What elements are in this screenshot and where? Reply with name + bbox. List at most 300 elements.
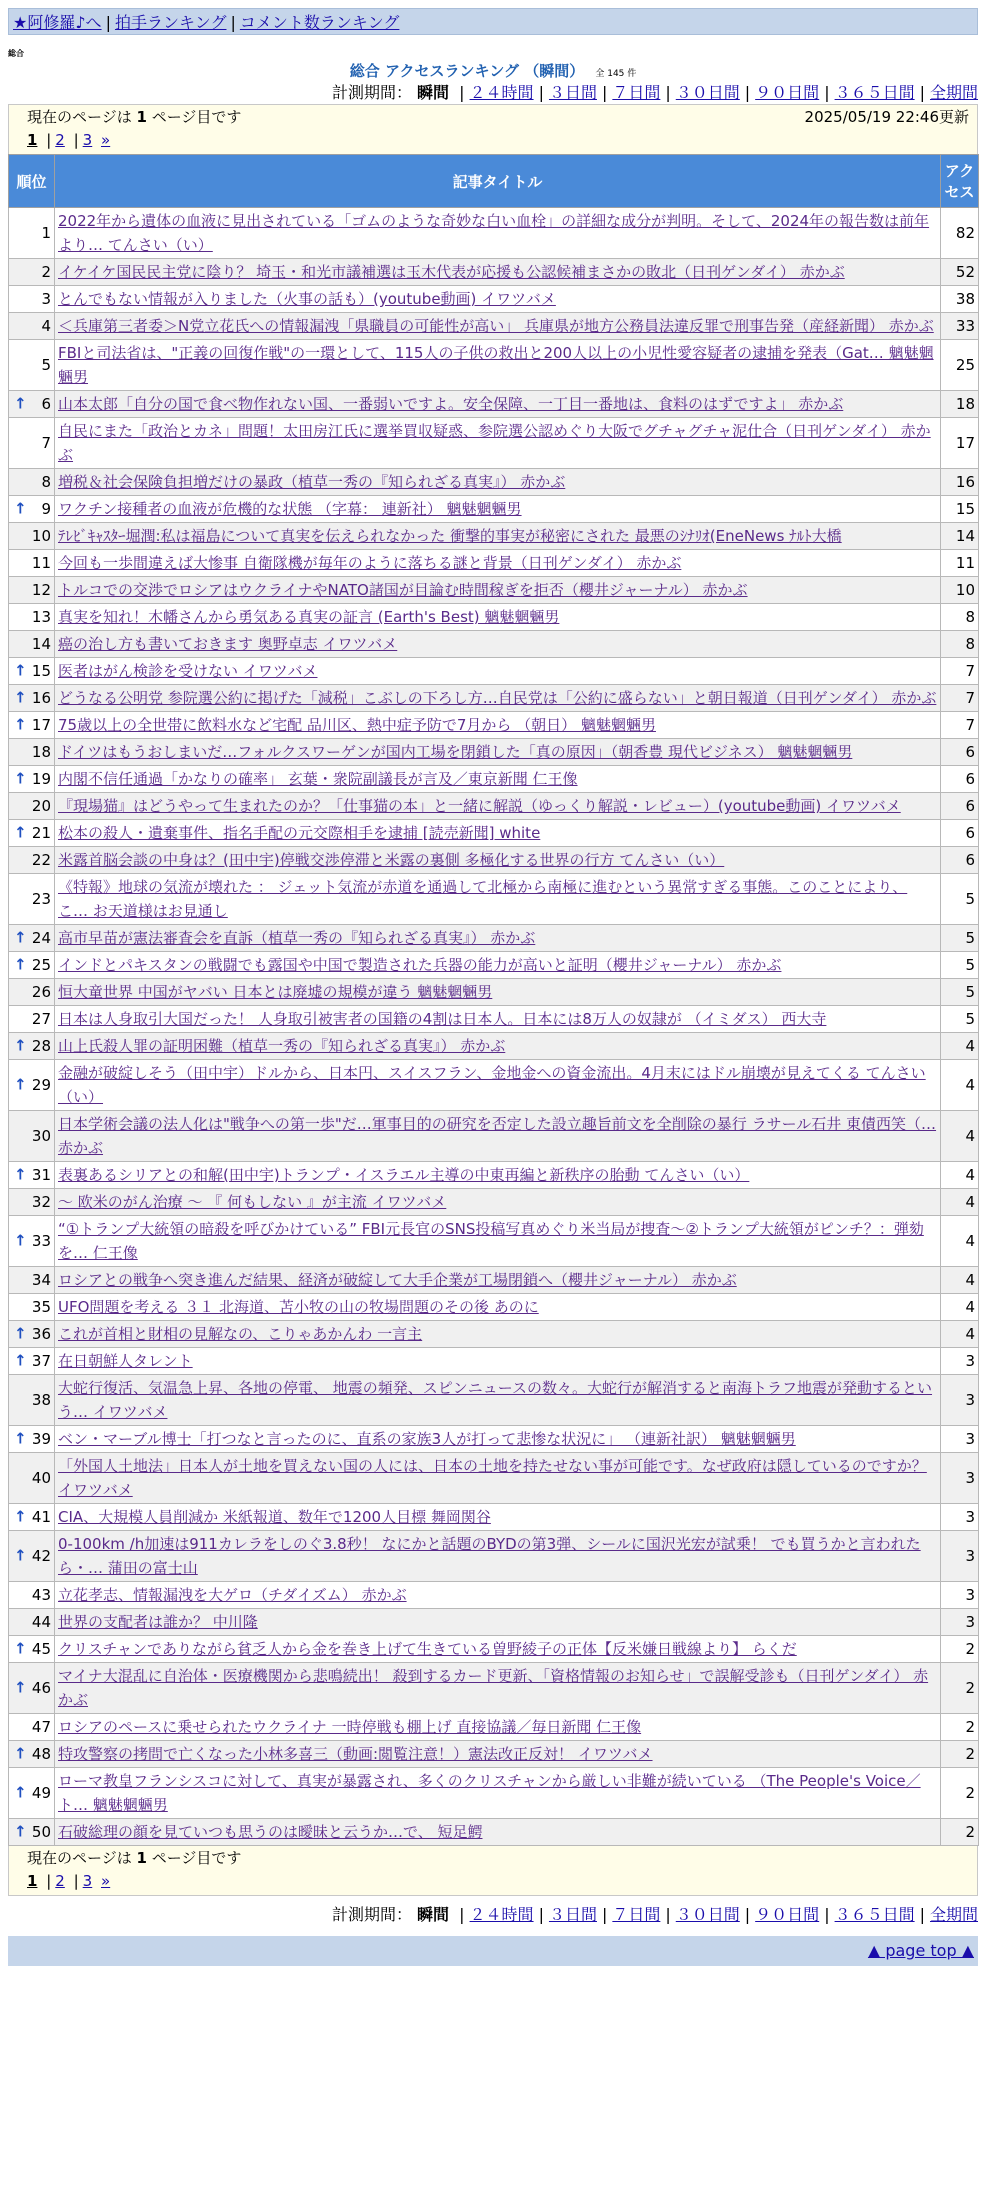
access-count: 7 <box>941 712 979 739</box>
article-link[interactable]: インドとパキスタンの戦闘でも露国や中国で製造された兵器の能力が高いと証明（櫻井ジャーナル） 赤かぶ <box>58 956 782 974</box>
article-link[interactable]: 日本は人身取引大国だった！ 人身取引被害者の国籍の4割は日本人。日本には8万人の奴隷が （イミダス） 西大寺 <box>58 1010 827 1028</box>
period-link[interactable]: ９０日間 <box>755 83 820 102</box>
title-cell <box>55 874 941 925</box>
rank-number: 2 <box>41 263 51 281</box>
article-link[interactable]: ＜兵庫第三者委＞N党立花氏への情報漏洩「県職員の可能性が高い」 兵庫県が地方公務員法違反罪で刑事告発（産経新聞） 赤かぶ <box>58 317 934 335</box>
updated-timestamp: 2025/05/19 22:46更新 <box>804 108 969 126</box>
article-link[interactable]: 《特報》地球の気流が壊れた ： ジェット気流が赤道を通過して北極から南極に進むという異常すぎる事態。このことにより、こ… お天道様はお見通し <box>58 878 908 920</box>
article-link[interactable]: “①トランプ大統領の暗殺を呼びかけている” FBI元長官のSNS投稿写真めぐり米当局が捜査～②トランプ大統領がピンチ？：弾劾を… 仁王像 <box>58 1220 924 1262</box>
rank-up-arrow-icon: ↑ <box>14 1351 27 1370</box>
access-count: 4 <box>941 1162 979 1189</box>
title-cell <box>55 631 941 658</box>
title-cell <box>55 1267 941 1294</box>
rank-cell <box>9 925 55 952</box>
access-count: 4 <box>941 1060 979 1111</box>
table-row <box>9 1714 979 1741</box>
title-cell <box>55 1768 941 1819</box>
title-cell <box>55 1189 941 1216</box>
rank-cell <box>9 1453 55 1504</box>
page-link-2[interactable]: 2 <box>55 131 65 149</box>
access-count: 5 <box>941 979 979 1006</box>
rank-cell <box>9 766 55 793</box>
period-link[interactable]: ２４時間 <box>469 1905 534 1924</box>
table-row <box>9 1453 979 1504</box>
title-cell <box>55 1582 941 1609</box>
table-row <box>9 286 979 313</box>
rank-number: 45 <box>31 1640 51 1658</box>
access-count: 3 <box>941 1426 979 1453</box>
rank-up-arrow-icon: ↑ <box>14 1639 27 1658</box>
access-count: 4 <box>941 1294 979 1321</box>
rank-cell <box>9 979 55 1006</box>
access-count: 4 <box>941 1033 979 1060</box>
table-row <box>9 1819 979 1846</box>
table-row <box>9 1531 979 1582</box>
table-row <box>9 847 979 874</box>
table-row <box>9 979 979 1006</box>
rank-number: 28 <box>31 1037 51 1055</box>
table-row <box>9 658 979 685</box>
article-link[interactable]: 「外国人土地法」日本人が土地を買えない国の人には、日本の土地を持たせない事が可能です。なぜ政府は隠しているのですか？ イワツバメ <box>58 1457 927 1499</box>
rank-cell <box>9 391 55 418</box>
access-count: 7 <box>941 658 979 685</box>
period-link[interactable]: ３０日間 <box>675 83 740 102</box>
article-link[interactable]: FBIと司法省は、"正義の回復作戦"の一環として、115人の子供の救出と200人以上の小児性愛容疑者の逮捕を発表（Gat… 魑魅魍魎男 <box>58 344 934 386</box>
title-row <box>8 60 978 82</box>
rank-cell <box>9 631 55 658</box>
table-row <box>9 952 979 979</box>
article-link[interactable]: 75歳以上の全世帯に飲料水など宅配 品川区、熱中症予防で7月から （朝日） 魑魅魍魎男 <box>58 716 656 734</box>
access-count: 2 <box>941 1741 979 1768</box>
page-link-3[interactable]: 3 <box>82 1872 93 1890</box>
comment-ranking-link[interactable]: コメント数ランキング <box>239 13 400 32</box>
access-count: 4 <box>941 1216 979 1267</box>
rank-number: 15 <box>31 662 51 680</box>
rank-cell <box>9 523 55 550</box>
table-row <box>9 766 979 793</box>
article-link[interactable]: 自民にまた「政治とカネ」問題！太田房江氏に選挙買収疑惑、参院選公認めぐり大阪でグチャグチャ泥仕合（日刊ゲンダイ） 赤かぶ <box>58 422 931 464</box>
access-count: 11 <box>941 550 979 577</box>
table-row <box>9 1060 979 1111</box>
access-count: 3 <box>941 1609 979 1636</box>
period-link[interactable]: ２４時間 <box>469 83 534 102</box>
table-row <box>9 340 979 391</box>
table-row <box>9 1162 979 1189</box>
article-link[interactable]: 2022年から遺体の血液に見出されている「ゴムのような奇妙な白い血栓」の詳細な成分が判明。そして、2024年の報告数は前年より… てんさい（い） <box>58 212 930 254</box>
title-cell <box>55 1453 941 1504</box>
table-row <box>9 874 979 925</box>
title-cell <box>55 469 941 496</box>
period-links: | ２４時間 | ３日間 | ７日間 | ３０日間 | ９０日間 | ３６５日間 | 全期間 <box>459 1905 978 1924</box>
pager-top <box>8 104 978 154</box>
article-link[interactable]: マイナ大混乱に自治体・医療機関から悲鳴続出！ 殺到するカード更新、「資格情報のお知らせ」で誤解受診も（日刊ゲンダイ） 赤かぶ <box>58 1667 929 1709</box>
rank-cell <box>9 1741 55 1768</box>
article-link[interactable]: UFO問題を考える ３１ 北海道、苫小牧の山の牧場問題のその後 あのに <box>58 1298 539 1316</box>
title-cell <box>55 658 941 685</box>
article-link[interactable]: 真実を知れ！木幡さんから勇気ある真実の証言 (Earth's Best) 魑魅魍魎男 <box>58 608 560 626</box>
period-link[interactable]: 全期間 <box>929 83 978 102</box>
article-link[interactable]: 山上氏殺人罪の証明困難（植草一秀の『知られざる真実』） 赤かぶ <box>58 1037 506 1055</box>
access-count: 3 <box>941 1453 979 1504</box>
article-link[interactable]: 特攻警察の拷問で亡くなった小林多喜三（動画:閲覧注意！）憲法改正反対！ イワツバメ <box>58 1745 653 1763</box>
table-row <box>9 1321 979 1348</box>
rank-number: 22 <box>31 851 51 869</box>
rank-number: 4 <box>41 317 51 335</box>
table-row <box>9 1636 979 1663</box>
page-next-link[interactable]: » <box>101 131 111 149</box>
article-link[interactable]: 医者はがん検診を受けない イワツバメ <box>58 662 318 680</box>
rank-number: 32 <box>31 1193 51 1211</box>
title-cell <box>55 1294 941 1321</box>
rank-number: 38 <box>31 1391 51 1409</box>
rank-number: 25 <box>31 956 51 974</box>
page-links-bottom: 1 | 2 | 3 » <box>27 1872 111 1890</box>
article-link[interactable]: 大蛇行復活、気温急上昇、各地の停電、 地震の頻発、スピンニュースの数々。大蛇行が解消すると南海トラフ地震が発動するという… イワツバメ <box>58 1379 933 1421</box>
title-cell <box>55 1033 941 1060</box>
table-row <box>9 1609 979 1636</box>
article-link[interactable]: 金融が破綻しそう（田中宇）ドルから、日本円、スイスフラン、金地金への資金流出。4月末にはドル崩壊が見えてくる てんさい（い） <box>58 1064 926 1106</box>
table-row <box>9 550 979 577</box>
article-link[interactable]: 立花孝志、情報漏洩を大ゲロ（チダイズム） 赤かぶ <box>58 1586 407 1604</box>
access-count: 2 <box>941 1636 979 1663</box>
rank-cell <box>9 469 55 496</box>
access-header: アクセス <box>941 155 979 208</box>
rank-number: 44 <box>31 1613 51 1631</box>
access-count: 16 <box>941 469 979 496</box>
title-cell <box>55 1504 941 1531</box>
rank-number: 11 <box>31 554 51 572</box>
title-cell <box>55 820 941 847</box>
page-top-link[interactable]: ▲ page top ▲ <box>867 1941 974 1960</box>
rank-up-arrow-icon: ↑ <box>14 1783 27 1802</box>
table-row <box>9 577 979 604</box>
home-link[interactable]: ★阿修羅♪へ <box>13 13 102 32</box>
rank-up-arrow-icon: ↑ <box>14 1075 27 1094</box>
article-link[interactable]: CIA、大規模人員削減か 米紙報道、数年で1200人目標 舞岡関谷 <box>58 1508 491 1526</box>
rank-up-arrow-icon: ↑ <box>14 928 27 947</box>
title-cell <box>55 550 941 577</box>
article-link[interactable]: 『現場猫』はどうやって生まれたのか？「仕事猫の本」と一緒に解説（ゆっくり解説・レビュー）(youtube動画) イワツバメ <box>58 797 901 815</box>
access-count: 33 <box>941 313 979 340</box>
table-row <box>9 1294 979 1321</box>
access-count: 18 <box>941 391 979 418</box>
rank-up-arrow-icon: ↑ <box>14 715 27 734</box>
footer-bar <box>8 1936 978 1966</box>
rank-cell <box>9 1006 55 1033</box>
period-link[interactable]: ３日間 <box>548 83 597 102</box>
title-cell <box>55 1636 941 1663</box>
table-row <box>9 1033 979 1060</box>
table-row <box>9 1768 979 1819</box>
table-row <box>9 496 979 523</box>
rank-cell <box>9 1582 55 1609</box>
title-cell <box>55 793 941 820</box>
rank-cell <box>9 1819 55 1846</box>
page-title: 総合 アクセスランキング （瞬間） <box>349 62 585 80</box>
rank-number: 21 <box>31 824 51 842</box>
title-cell <box>55 418 941 469</box>
rank-cell <box>9 1321 55 1348</box>
access-count: 4 <box>941 1267 979 1294</box>
rank-number: 39 <box>31 1430 51 1448</box>
rank-number: 31 <box>31 1166 51 1184</box>
rank-cell <box>9 820 55 847</box>
period-link[interactable]: ７日間 <box>612 1905 661 1924</box>
rank-number: 10 <box>31 527 51 545</box>
article-link[interactable]: 高市早苗が憲法審査会を直訴（植草一秀の『知られざる真実』） 赤かぶ <box>58 929 536 947</box>
access-count: 5 <box>941 925 979 952</box>
table-row <box>9 1348 979 1375</box>
rank-cell <box>9 1294 55 1321</box>
article-link[interactable]: 山本太郎「自分の国で食べ物作れない国、一番弱いですよ。安全保障、一丁目一番地は、食料のはずですよ」 赤かぶ <box>58 395 844 413</box>
rank-up-arrow-icon: ↑ <box>14 1822 27 1841</box>
pager-bottom <box>8 1846 978 1896</box>
article-link[interactable]: 日本学術会議の法人化は"戦争への第一歩"だ…軍事目的の研究を否定した設立趣旨前文を全削除の暴行 ラサール石井 東債西笑（… 赤かぶ <box>58 1115 937 1157</box>
table-row <box>9 259 979 286</box>
access-count: 6 <box>941 739 979 766</box>
table-row <box>9 391 979 418</box>
page-current: 1 <box>27 1872 38 1890</box>
period-label: 計測期間： <box>331 83 412 102</box>
title-cell <box>55 1741 941 1768</box>
rank-cell <box>9 1636 55 1663</box>
rank-number: 30 <box>31 1127 51 1145</box>
rank-up-arrow-icon: ↑ <box>14 1429 27 1448</box>
rank-number: 24 <box>31 929 51 947</box>
rank-cell <box>9 1060 55 1111</box>
rank-cell <box>9 1267 55 1294</box>
period-selector-top <box>8 82 978 104</box>
title-cell <box>55 1216 941 1267</box>
title-cell <box>55 496 941 523</box>
article-link[interactable]: 癌の治し方も書いておきます 奥野卓志 イワツバメ <box>58 635 398 653</box>
rank-cell <box>9 550 55 577</box>
title-cell <box>55 766 941 793</box>
ranking-body <box>9 208 979 1846</box>
rank-number: 42 <box>31 1547 51 1565</box>
period-link[interactable]: 全期間 <box>929 1905 978 1924</box>
access-count: 7 <box>941 685 979 712</box>
article-link[interactable]: 世界の支配者は誰か？ 中川隆 <box>58 1613 258 1631</box>
rank-number: 3 <box>41 290 51 308</box>
rank-up-arrow-icon: ↑ <box>14 823 27 842</box>
access-count: 3 <box>941 1582 979 1609</box>
rank-up-arrow-icon: ↑ <box>14 1744 27 1763</box>
rank-up-arrow-icon: ↑ <box>14 1036 27 1055</box>
article-link[interactable]: とんでもない情報が入りました（火事の話も）(youtube動画) イワツバメ <box>58 290 556 308</box>
rank-cell <box>9 340 55 391</box>
access-count: 6 <box>941 793 979 820</box>
article-link[interactable]: 0-100km /h加速は911カレラをしのぐ3.8秒！ なにかと話題のBYDの第3弾、シールに国沢光宏が試乗！ でも買うかと言われたら・… 蒲田の富士山 <box>58 1535 921 1577</box>
period-selector-bottom <box>8 1904 978 1926</box>
table-row <box>9 1267 979 1294</box>
rank-number: 35 <box>31 1298 51 1316</box>
rank-cell <box>9 1033 55 1060</box>
table-row <box>9 1006 979 1033</box>
clap-ranking-link[interactable]: 拍手ランキング <box>114 13 227 32</box>
title-cell <box>55 979 941 1006</box>
article-link[interactable]: 増税＆社会保険負担増だけの暴政（植草一秀の『知られざる真実』） 赤かぶ <box>58 473 566 491</box>
title-cell <box>55 1663 941 1714</box>
page-current: 1 <box>27 131 38 149</box>
article-link[interactable]: ワクチン接種者の血液が危機的な状態 （字幕： 連新社） 魑魅魍魎男 <box>58 500 522 518</box>
table-row <box>9 1426 979 1453</box>
rank-cell <box>9 1531 55 1582</box>
rank-up-arrow-icon: ↑ <box>14 1507 27 1526</box>
period-link[interactable]: ９０日間 <box>755 1905 820 1924</box>
rank-up-arrow-icon: ↑ <box>14 1678 27 1697</box>
rank-up-arrow-icon: ↑ <box>14 1546 27 1565</box>
rank-cell <box>9 1663 55 1714</box>
article-link[interactable]: 在日朝鮮人タレント <box>58 1352 193 1370</box>
article-link[interactable]: ベン・マーブル博士「打つなと言ったのに、直系の家族3人が打って悲惨な状況に」 （連新社訳） 魑魅魍魎男 <box>58 1430 796 1448</box>
rank-cell <box>9 313 55 340</box>
article-link[interactable]: 内閣不信任通過「かなりの確率」 玄葉・衆院副議長が言及／東京新聞 仁王像 <box>58 770 578 788</box>
access-count: 3 <box>941 1531 979 1582</box>
rank-cell <box>9 658 55 685</box>
rank-cell <box>9 1504 55 1531</box>
access-count: 2 <box>941 1768 979 1819</box>
table-row <box>9 1741 979 1768</box>
access-count: 8 <box>941 604 979 631</box>
access-count: 4 <box>941 1111 979 1162</box>
title-cell <box>55 685 941 712</box>
period-link[interactable]: ３６５日間 <box>834 83 915 102</box>
rank-cell <box>9 604 55 631</box>
article-link[interactable]: 表裏あるシリアとの和解(田中宇)トランプ・イスラエル主導の中東再編と新秩序の胎動 てんさい（い） <box>58 1166 750 1184</box>
title-cell <box>55 1426 941 1453</box>
article-link[interactable]: 石破総理の顔を見ていつも思うのは曖昧と云うか…で、 短足鰐 <box>58 1823 483 1841</box>
title-cell <box>55 1375 941 1426</box>
article-link[interactable]: 恒大童世界 中国がヤバい 日本とは廃墟の規模が違う 魑魅魍魎男 <box>58 983 493 1001</box>
title-cell <box>55 1609 941 1636</box>
access-count: 3 <box>941 1348 979 1375</box>
article-link[interactable]: ロシアのペースに乗せられたウクライナ 一時停戦も棚上げ 直接協議／毎日新聞 仁王像 <box>58 1718 642 1736</box>
rank-number: 26 <box>31 983 51 1001</box>
access-count: 5 <box>941 952 979 979</box>
access-count: 6 <box>941 847 979 874</box>
rank-number: 27 <box>31 1010 51 1028</box>
article-link[interactable]: これが首相と財相の見解なの、こりゃあかんわ 一言主 <box>58 1325 423 1343</box>
table-row <box>9 418 979 469</box>
article-link[interactable]: 米露首脳会談の中身は？(田中宇)停戦交渉停滞と米露の裏側 多極化する世界の行方 てんさい（い） <box>58 851 725 869</box>
rank-cell <box>9 259 55 286</box>
article-link[interactable]: ローマ教皇フランシスコに対して、真実が暴露され、多くのクリスチャンから厳しい非難が続いている （The People's Voice／ト… 魑魅魍魎男 <box>58 1772 921 1814</box>
article-link[interactable]: ドイツはもうおしまいだ…フォルクスワーゲンが国内工場を閉鎖した「真の原因」（朝香豊 現代ビジネス） 魑魅魍魎男 <box>58 743 853 761</box>
page-link-3[interactable]: 3 <box>82 131 93 149</box>
title-cell <box>55 259 941 286</box>
rank-up-arrow-icon: ↑ <box>14 661 27 680</box>
rank-number: 13 <box>31 608 51 626</box>
rank-cell <box>9 685 55 712</box>
title-cell <box>55 712 941 739</box>
article-link[interactable]: 松本の殺人・遺棄事件、指名手配の元交際相手を逮捕 [読売新聞] white <box>58 824 541 842</box>
access-count: 82 <box>941 208 979 259</box>
access-count: 15 <box>941 496 979 523</box>
rank-number: 20 <box>31 797 51 815</box>
access-count: 2 <box>941 1663 979 1714</box>
title-cell <box>55 952 941 979</box>
title-cell <box>55 1531 941 1582</box>
rank-cell <box>9 712 55 739</box>
table-row <box>9 793 979 820</box>
access-count: 17 <box>941 418 979 469</box>
rank-number: 16 <box>31 689 51 707</box>
period-link[interactable]: ３０日間 <box>675 1905 740 1924</box>
access-count: 4 <box>941 1189 979 1216</box>
article-link[interactable]: トルコでの交渉でロシアはウクライナやNATO諸国が目論む時間稼ぎを拒否（櫻井ジャーナル） 赤かぶ <box>58 581 748 599</box>
article-link[interactable]: ロシアとの戦争へ突き進んだ結果、経済が破綻して大手企業が工場閉鎖へ（櫻井ジャーナル） 赤かぶ <box>58 1271 737 1289</box>
top-nav-bar: ★阿修羅♪へ | 拍手ランキング | コメント数ランキング <box>8 8 978 35</box>
rank-number: 8 <box>41 473 51 491</box>
table-row <box>9 313 979 340</box>
rank-number: 9 <box>41 500 51 518</box>
period-label: 計測期間： <box>331 1905 412 1924</box>
article-link[interactable]: イケイケ国民民主党に陰り？ 埼玉・和光市議補選は玉木代表が応援も公認候補まさかの敗北（日刊ゲンダイ） 赤かぶ <box>58 263 845 281</box>
period-link[interactable]: ３日間 <box>548 1905 597 1924</box>
access-count: 10 <box>941 577 979 604</box>
table-row <box>9 1582 979 1609</box>
rank-number: 1 <box>41 224 51 242</box>
article-link[interactable]: ﾃﾚﾋﾞｷｬｽﾀｰ堀潤:私は福島について真実を伝えられなかった 衝撃的事実が秘密にされた 最悪のｼﾅﾘｵ(EneNews ﾅﾙﾄ大橋 <box>58 527 842 545</box>
rank-up-arrow-icon: ↑ <box>14 769 27 788</box>
rank-number: 46 <box>31 1679 51 1697</box>
rank-number: 6 <box>41 395 51 413</box>
period-link[interactable]: ３６５日間 <box>834 1905 915 1924</box>
table-row <box>9 1111 979 1162</box>
rank-number: 43 <box>31 1586 51 1604</box>
rank-number: 34 <box>31 1271 51 1289</box>
rank-number: 37 <box>31 1352 51 1370</box>
title-cell <box>55 340 941 391</box>
rank-number: 41 <box>31 1508 51 1526</box>
table-row <box>9 685 979 712</box>
access-count: 6 <box>941 766 979 793</box>
rank-cell <box>9 739 55 766</box>
page-link-2[interactable]: 2 <box>55 1872 65 1890</box>
rank-cell <box>9 496 55 523</box>
rank-cell <box>9 1768 55 1819</box>
table-row <box>9 820 979 847</box>
title-cell <box>55 847 941 874</box>
rank-cell <box>9 418 55 469</box>
rank-number: 5 <box>41 356 51 374</box>
table-row <box>9 925 979 952</box>
article-link[interactable]: ～ 欧米のがん治療 ～ 『 何もしない 』が主流 イワツバメ <box>58 1193 447 1211</box>
table-row <box>9 631 979 658</box>
article-link[interactable]: 今回も一歩間違えば大惨事 自衛隊機が毎年のように落ちる謎と背景（日刊ゲンダイ） 赤かぶ <box>58 554 682 572</box>
rank-number: 50 <box>31 1823 51 1841</box>
title-cell <box>55 1060 941 1111</box>
rank-up-arrow-icon: ↑ <box>14 955 27 974</box>
rank-number: 18 <box>31 743 51 761</box>
table-row <box>9 1375 979 1426</box>
article-link[interactable]: どうなる公明党 参院選公約に掲げた「減税」こぶしの下ろし方…自民党は「公約に盛らない」と朝日報道（日刊ゲンダイ） 赤かぶ <box>58 689 937 707</box>
table-row <box>9 604 979 631</box>
title-cell <box>55 1162 941 1189</box>
title-cell <box>55 1006 941 1033</box>
table-row <box>9 1216 979 1267</box>
article-link[interactable]: クリスチャンでありながら貧乏人から金を巻き上げて生きている曽野綾子の正体【反米嫌日戦線より】 らくだ <box>58 1640 797 1658</box>
period-link[interactable]: ７日間 <box>612 83 661 102</box>
access-count: 6 <box>941 820 979 847</box>
access-count: 52 <box>941 259 979 286</box>
rank-cell <box>9 577 55 604</box>
page-next-link[interactable]: » <box>101 1872 111 1890</box>
rank-number: 33 <box>31 1232 51 1250</box>
rank-cell <box>9 286 55 313</box>
rank-number: 29 <box>31 1076 51 1094</box>
